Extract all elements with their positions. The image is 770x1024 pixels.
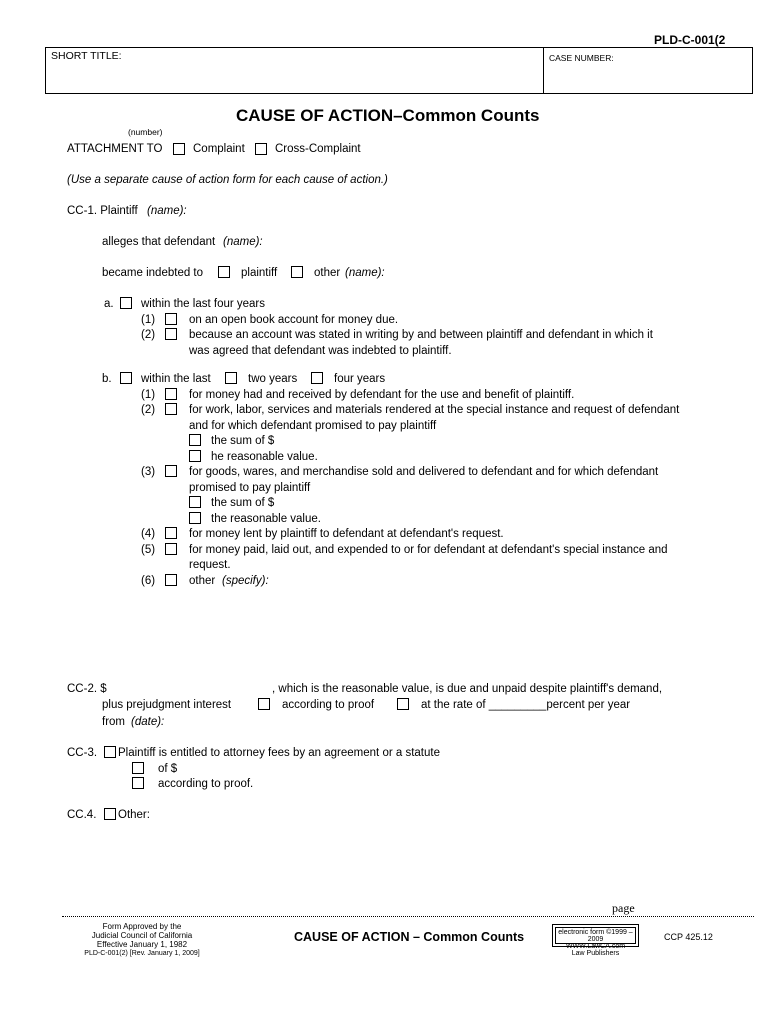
lawca-line3: Law Publishers xyxy=(571,950,620,957)
cc4-checkbox[interactable] xyxy=(104,808,116,820)
b2-sum-label: the sum of $ xyxy=(211,435,275,447)
b5-text: for money paid, laid out, and expended to or for defendant at defendant's special instance and xyxy=(189,544,668,556)
a2-text-cont: was agreed that defendant was indebted to plaintiff. xyxy=(189,345,452,357)
b6-num: (6) xyxy=(141,575,156,587)
b3-reasonable-label: the reasonable value. xyxy=(211,513,321,525)
b3-sum-checkbox[interactable] xyxy=(189,496,201,508)
indebted-plaintiff-checkbox[interactable] xyxy=(218,266,230,278)
footer-approved-line2: Judicial Council of California xyxy=(91,931,193,940)
b2-sum-checkbox[interactable] xyxy=(189,434,201,446)
b6-checkbox[interactable] xyxy=(165,574,177,586)
b-checkbox[interactable] xyxy=(120,372,132,384)
b-four-years-label: four years xyxy=(334,373,386,385)
b-two-years-checkbox[interactable] xyxy=(225,372,237,384)
b4-text: for money lent by plaintiff to defendant at defendant's request. xyxy=(189,528,504,540)
a2-num: (2) xyxy=(141,329,156,341)
b-label: within the last xyxy=(141,373,211,385)
attachment-to-label: ATTACHMENT TO xyxy=(67,143,163,155)
a-label: within the last four years xyxy=(141,298,266,310)
complaint-label: Complaint xyxy=(193,143,245,155)
b1-checkbox[interactable] xyxy=(165,388,177,400)
footer-divider xyxy=(62,916,754,917)
a1-text: on an open book account for money due. xyxy=(189,314,399,326)
cc3-of-checkbox[interactable] xyxy=(132,762,144,774)
cross-complaint-checkbox[interactable] xyxy=(255,143,267,155)
cc3-label: Plaintiff is entitled to attorney fees by an agreement or a statute xyxy=(118,747,440,759)
b3-text: for goods, wares, and merchandise sold and delivered to defendant and for which defendant xyxy=(189,466,659,478)
b2-num: (2) xyxy=(141,404,156,416)
b2-text: for work, labor, services and materials rendered at the special instance and request of defendant xyxy=(189,404,680,416)
b2-reasonable-checkbox[interactable] xyxy=(189,450,201,462)
cc2-date: (date): xyxy=(131,716,165,728)
a2-text: because an account was stated in writing by and between plaintiff and defendant in which it xyxy=(189,329,653,341)
cc3-checkbox[interactable] xyxy=(104,746,116,758)
cc1-prefix: CC-1. Plaintiff xyxy=(67,205,138,217)
b3-reasonable-checkbox[interactable] xyxy=(189,512,201,524)
b3-checkbox[interactable] xyxy=(165,465,177,477)
b3-sum-label: the sum of $ xyxy=(211,497,275,509)
number-label: (number) xyxy=(128,127,163,137)
short-title-label: SHORT TITLE: xyxy=(51,50,122,62)
cc4-prefix: CC.4. xyxy=(67,809,97,821)
a2-checkbox[interactable] xyxy=(165,328,177,340)
b3-text-cont: promised to pay plaintiff xyxy=(189,482,311,494)
b6-specify: (specify): xyxy=(222,575,269,587)
cc2-from: from xyxy=(102,716,125,728)
b-letter: b. xyxy=(102,373,112,385)
indebted-other-name: (name): xyxy=(345,267,385,279)
instruction-text: (Use a separate cause of action form for each cause of action.) xyxy=(67,174,388,186)
cc2-prefix: CC-2. $ xyxy=(67,683,107,695)
case-number-label: CASE NUMBER: xyxy=(549,53,614,63)
a-letter: a. xyxy=(104,298,114,310)
b2-reasonable-label: he reasonable value. xyxy=(211,451,318,463)
cc4-label: Other: xyxy=(118,809,150,821)
header-divider xyxy=(543,47,544,94)
page-title: CAUSE OF ACTION–Common Counts xyxy=(236,106,540,125)
alleges-label: alleges that defendant xyxy=(102,236,216,248)
cc3-according-label: according to proof. xyxy=(158,778,254,790)
indebted-other-checkbox[interactable] xyxy=(291,266,303,278)
footer-form-rev: PLD-C-001(2) [Rev. January 1, 2009] xyxy=(84,950,200,957)
cc2-rest: , which is the reasonable value, is due and unpaid despite plaintiff's demand, xyxy=(272,683,663,695)
b4-num: (4) xyxy=(141,528,156,540)
cc2-rate-label: at the rate of _________percent per year xyxy=(421,699,631,711)
a1-num: (1) xyxy=(141,314,156,326)
cc2-interest: plus prejudgment interest xyxy=(102,699,232,711)
footer-approved-line1: Form Approved by the xyxy=(102,922,182,931)
alleges-name-label: (name): xyxy=(223,236,263,248)
cc1-name-label: (name): xyxy=(147,205,187,217)
b1-num: (1) xyxy=(141,389,156,401)
footer-title: CAUSE OF ACTION – Common Counts xyxy=(294,930,525,944)
b1-text: for money had and received by defendant for the use and benefit of plaintiff. xyxy=(189,389,575,401)
cc2-according-checkbox[interactable] xyxy=(258,698,270,710)
lawca-line1: electronic form ©1999 – 2009 xyxy=(558,929,633,943)
b-two-years-label: two years xyxy=(248,373,298,385)
ccp-label: CCP 425.12 xyxy=(664,932,713,942)
b2-text-cont: and for which defendant promised to pay plaintiff xyxy=(189,420,437,432)
complaint-checkbox[interactable] xyxy=(173,143,185,155)
cc3-prefix: CC-3. xyxy=(67,747,98,759)
footer-approved-block xyxy=(62,922,222,958)
b-four-years-checkbox[interactable] xyxy=(311,372,323,384)
lawca-stamp xyxy=(552,924,639,957)
b5-num: (5) xyxy=(141,544,156,556)
became-indebted-label: became indebted to xyxy=(102,267,204,279)
cc2-according-label: according to proof xyxy=(282,699,375,711)
a-checkbox[interactable] xyxy=(120,297,132,309)
b2-checkbox[interactable] xyxy=(165,403,177,415)
header-box xyxy=(45,47,753,94)
cross-complaint-label: Cross-Complaint xyxy=(275,143,361,155)
a1-checkbox[interactable] xyxy=(165,313,177,325)
form-id: PLD-C-001(2 xyxy=(654,33,726,47)
indebted-plaintiff-label: plaintiff xyxy=(241,267,278,279)
b4-checkbox[interactable] xyxy=(165,527,177,539)
cc3-according-checkbox[interactable] xyxy=(132,777,144,789)
footer-approved-line3: Effective January 1, 1982 xyxy=(96,940,188,949)
b5-text-cont: request. xyxy=(189,559,231,571)
b5-checkbox[interactable] xyxy=(165,543,177,555)
b3-num: (3) xyxy=(141,466,156,478)
page-label: page xyxy=(612,901,635,915)
cc3-of-label: of $ xyxy=(158,763,178,775)
indebted-other-label: other xyxy=(314,267,341,279)
b6-text: other xyxy=(189,575,216,587)
lawca-line2: WWW.LawCA.com xyxy=(565,943,626,950)
cc2-rate-checkbox[interactable] xyxy=(397,698,409,710)
